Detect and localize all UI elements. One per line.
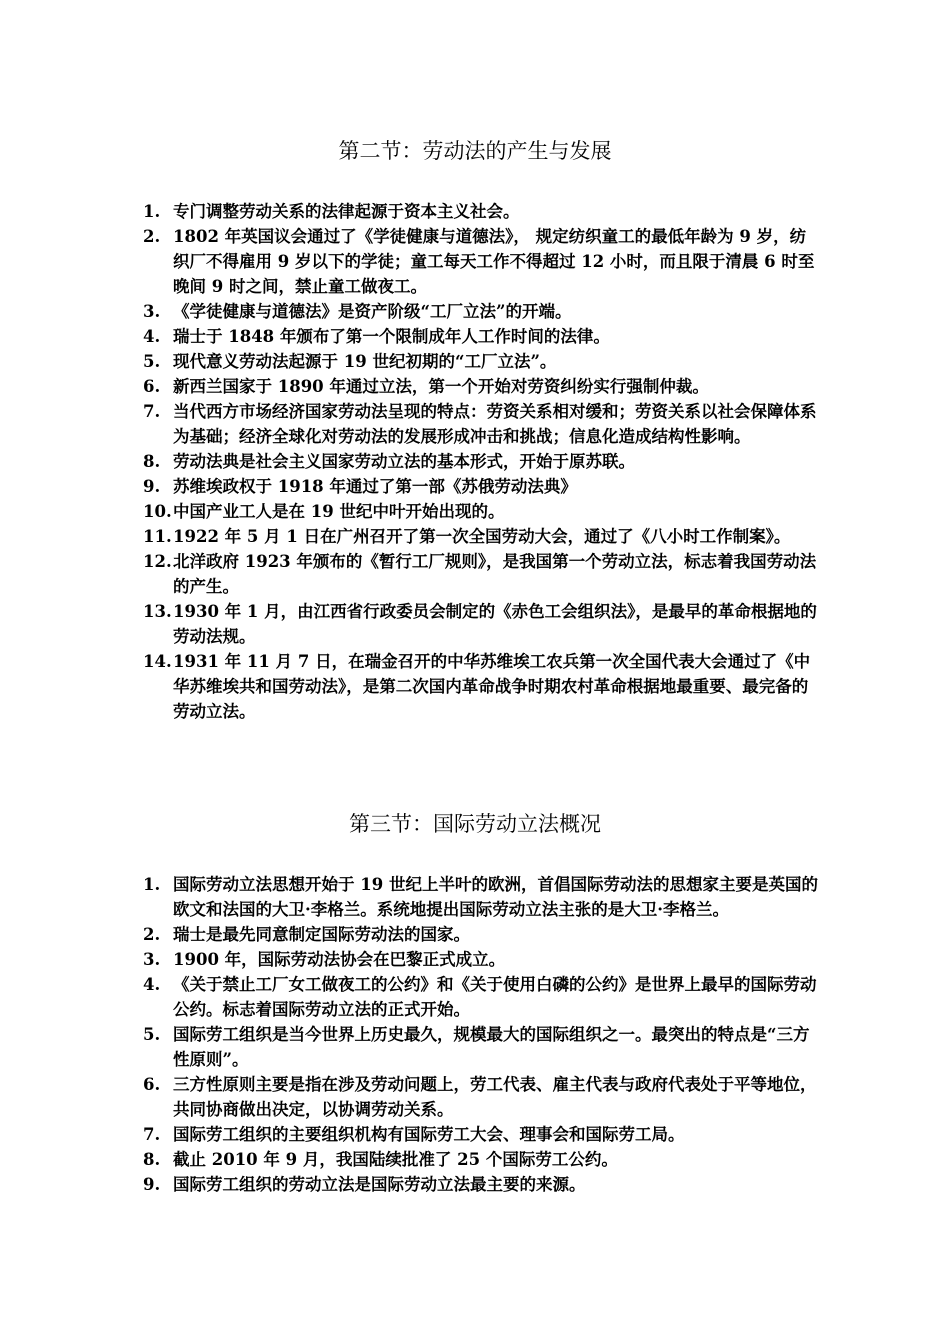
list-item-text: 1900 年，国际劳动法协会在巴黎正式成立。	[173, 950, 506, 969]
list-item	[0, 922, 818, 947]
list-item-number: 7.	[143, 1125, 161, 1144]
list-item	[0, 524, 818, 549]
list-item-text: 专门调整劳动关系的法律起源于资本主义社会。	[173, 202, 520, 221]
list-item-text: 1922 年 5 月 1 日在广州召开了第一次全国劳动大会，通过了《八小时工作制案》。	[173, 527, 791, 546]
list-item	[0, 224, 818, 299]
list-item-text: 现代意义劳动法起源于 19 世纪初期的“工厂立法”。	[173, 352, 557, 371]
list-item-number: 5.	[143, 352, 161, 371]
list-item	[0, 324, 818, 349]
list-item-number: 14.	[143, 652, 172, 671]
list-item-number: 9.	[143, 477, 161, 496]
list-item-text: 劳动法典是社会主义国家劳动立法的基本形式，开始于原苏联。	[173, 452, 635, 471]
list-item	[0, 399, 818, 449]
list-item-number: 4.	[143, 975, 161, 994]
list-item	[0, 299, 818, 324]
list-item-number: 11.	[143, 527, 172, 546]
list-item-text: 1802 年英国议会通过了《学徒健康与道德法》， 规定纺织童工的最低年龄为 9 岁，纺织厂不得雇用 9 岁以下的学徒；童工每天工作不得超过 12 小时，而且限于清晨 6 时至晚间 9 时之间，禁止童工做夜工。	[173, 227, 815, 296]
list-item	[0, 474, 818, 499]
list-item	[0, 549, 818, 599]
list-item-number: 6.	[143, 377, 161, 396]
list-item	[0, 649, 818, 724]
list-item-number: 10.	[143, 502, 172, 521]
list-item-number: 8.	[143, 452, 161, 471]
section-2-title: 第二节：劳动法的产生与发展	[338, 139, 612, 163]
list-item-text: 截止 2010 年 9 月，我国陆续批准了 25 个国际劳工公约。	[173, 1150, 618, 1169]
list-item-text: 新西兰国家于 1890 年通过立法，第一个开始对劳资纠纷实行强制仲裁。	[173, 377, 709, 396]
list-item-text: 瑞士于 1848 年颁布了第一个限制成年人工作时间的法律。	[173, 327, 610, 346]
list-item	[0, 1022, 818, 1072]
list-item-number: 4.	[143, 327, 161, 346]
list-item	[0, 872, 818, 922]
list-item	[0, 1072, 818, 1122]
list-item-number: 1.	[143, 875, 161, 894]
list-item-number: 5.	[143, 1025, 161, 1044]
list-item-number: 3.	[143, 302, 161, 321]
list-item	[0, 199, 818, 224]
list-item-text: 当代西方市场经济国家劳动法呈现的特点：劳资关系相对缓和；劳资关系以社会保障体系为基础；经济全球化对劳动法的发展形成冲击和挑战；信息化造成结构性影响。	[173, 402, 817, 446]
list-item-text: 国际劳工组织的劳动立法是国际劳动立法最主要的来源。	[173, 1175, 586, 1194]
list-item-number: 13.	[143, 602, 172, 621]
list-item-number: 9.	[143, 1175, 161, 1194]
list-item-text: 中国产业工人是在 19 世纪中叶开始出现的。	[173, 502, 505, 521]
list-item-text: 苏维埃政权于 1918 年通过了第一部《苏俄劳动法典》	[173, 477, 577, 496]
list-item-text: 北洋政府 1923 年颁布的《暂行工厂规则》，是我国第一个劳动立法，标志着我国劳动法的产生。	[173, 552, 817, 596]
list-item	[0, 374, 818, 399]
list-item-number: 7.	[143, 402, 161, 421]
list-item-text: 1930 年 1 月，由江西省行政委员会制定的《赤色工会组织法》，是最早的革命根据地的劳动法规。	[173, 602, 817, 646]
list-item-number: 2.	[143, 227, 161, 246]
list-item-text: 三方性原则主要是指在涉及劳动问题上，劳工代表、雇主代表与政府代表处于平等地位，共同协商做出决定，以协调劳动关系。	[173, 1075, 817, 1119]
list-item-text: 国际劳工组织是当今世界上历史最久，规模最大的国际组织之一。最突出的特点是“三方性原则”。	[173, 1025, 810, 1069]
list-item	[0, 1147, 818, 1172]
list-item-text: 《关于禁止工厂女工做夜工的公约》和《关于使用白磷的公约》是世界上最早的国际劳动公约。标志着国际劳动立法的正式开始。	[173, 975, 817, 1019]
list-item-number: 8.	[143, 1150, 161, 1169]
list-item	[0, 449, 818, 474]
list-item-number: 12.	[143, 552, 172, 571]
list-item-number: 6.	[143, 1075, 161, 1094]
list-item-text: 瑞士是最先同意制定国际劳动法的国家。	[173, 925, 470, 944]
list-item	[0, 1172, 818, 1197]
list-item-number: 3.	[143, 950, 161, 969]
list-item-text: 国际劳动立法思想开始于 19 世纪上半叶的欧洲，首倡国际劳动法的思想家主要是英国的欧文和法国的大卫·李格兰。系统地提出国际劳动立法主张的是大卫·李格兰。	[173, 875, 818, 919]
list-item-number: 2.	[143, 925, 161, 944]
list-item-text: 国际劳工组织的主要组织机构有国际劳工大会、理事会和国际劳工局。	[173, 1125, 685, 1144]
list-item	[0, 349, 818, 374]
list-item	[0, 947, 818, 972]
section-3-list	[0, 872, 950, 1197]
list-item	[0, 1122, 818, 1147]
list-item-number: 1.	[143, 202, 161, 221]
list-item-text: 《学徒健康与道德法》是资产阶级“工厂立法”的开端。	[173, 302, 572, 321]
list-item	[0, 972, 818, 1022]
list-item	[0, 599, 818, 649]
section-3-title: 第三节：国际劳动立法概况	[349, 812, 601, 836]
list-item	[0, 499, 818, 524]
section-2-list	[0, 199, 950, 724]
list-item-text: 1931 年 11 月 7 日，在瑞金召开的中华苏维埃工农兵第一次全国代表大会通过了《中华苏维埃共和国劳动法》，是第二次国内革命战争时期农村革命根据地最重要、最完备的劳动立法。	[173, 652, 811, 721]
